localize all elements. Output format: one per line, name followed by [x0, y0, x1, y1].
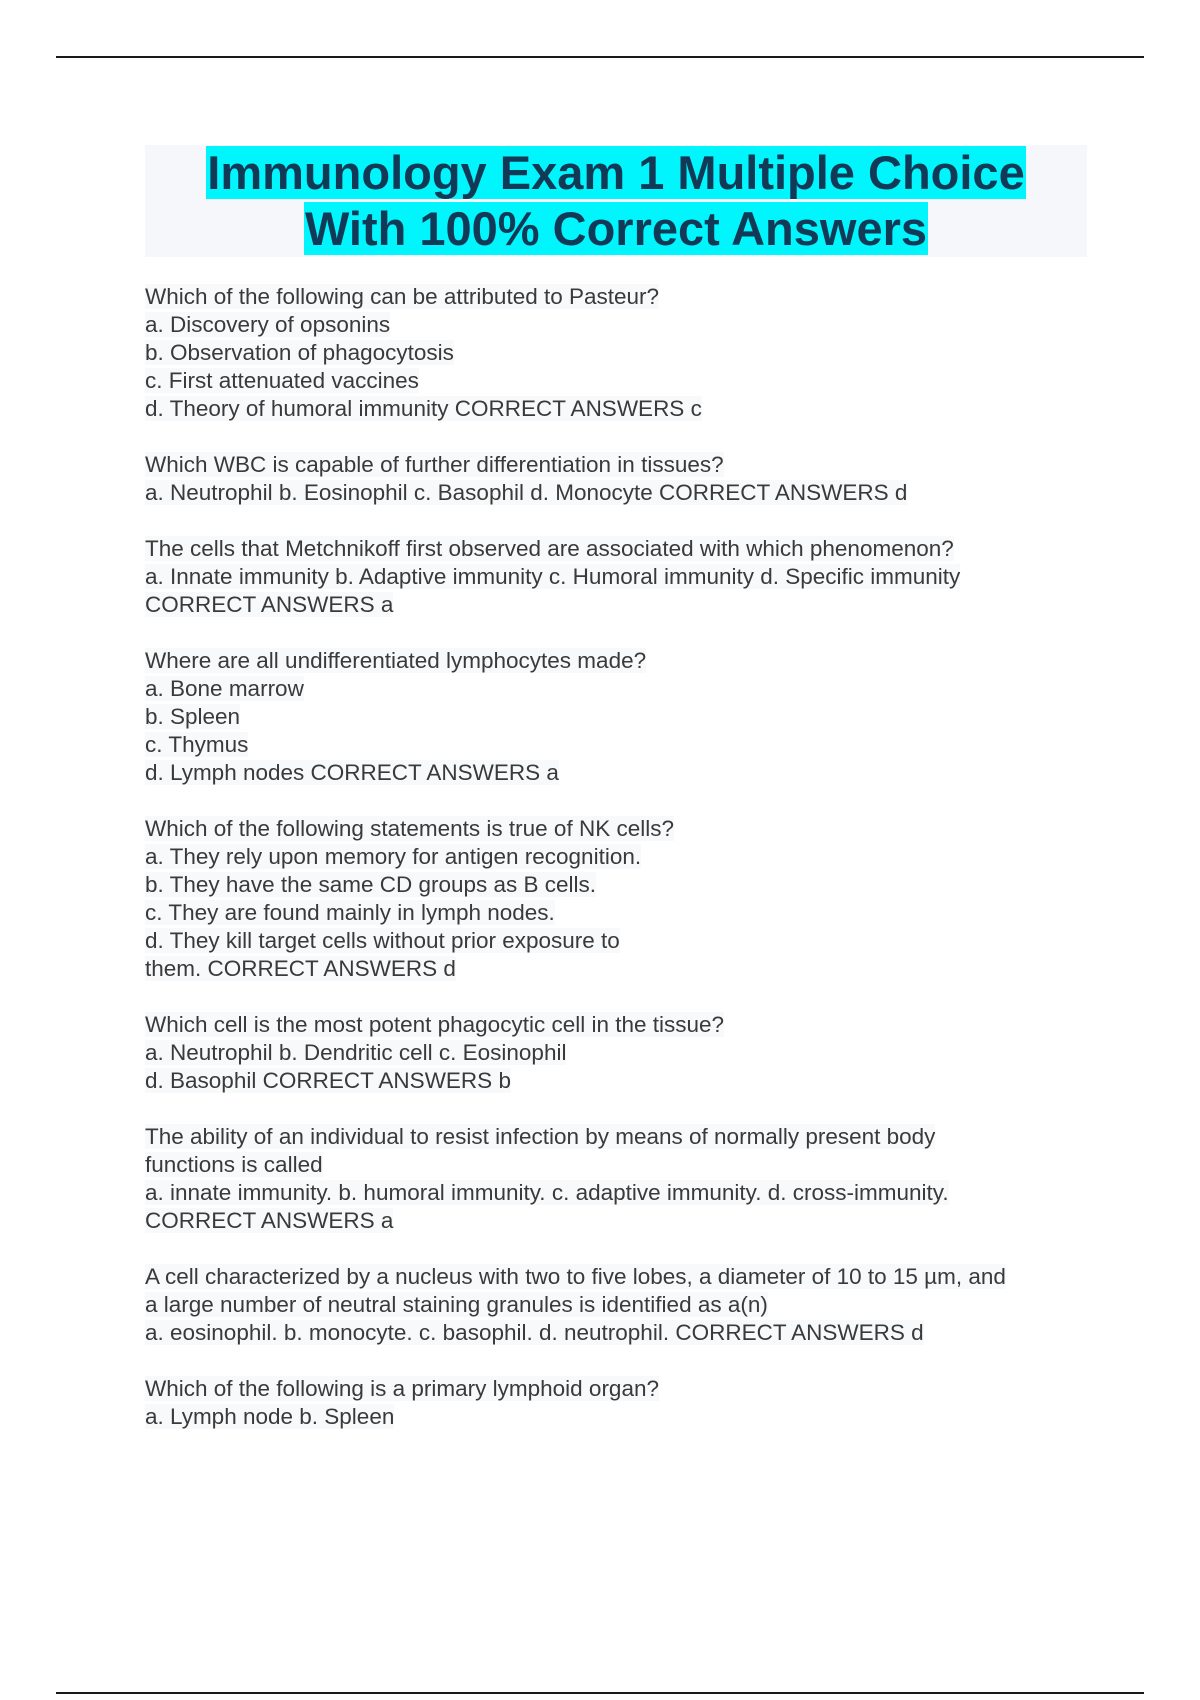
question-line: CORRECT ANSWERS a — [145, 1208, 394, 1233]
question-line: Which of the following can be attributed to Pasteur? — [145, 284, 660, 309]
question-line: a. Discovery of opsonins — [145, 312, 391, 337]
question-line: d. Lymph nodes CORRECT ANSWERS a — [145, 760, 559, 785]
question-line: CORRECT ANSWERS a — [145, 592, 394, 617]
question-line: a. They rely upon memory for antigen recognition. — [145, 844, 642, 869]
top-rule — [56, 56, 1144, 58]
question-line: A cell characterized by a nucleus with two to five lobes, a diameter of 10 to 15 µm, and — [145, 1264, 1006, 1289]
question-line: b. Observation of phagocytosis — [145, 340, 454, 365]
question-line: a large number of neutral staining granules is identified as a(n) — [145, 1292, 768, 1317]
question-line: The ability of an individual to resist infection by means of normally present body — [145, 1124, 936, 1149]
question-line: a. innate immunity. b. humoral immunity. c. adaptive immunity. d. cross-immunity. — [145, 1180, 949, 1205]
question-1 — [145, 283, 1095, 423]
question-line: functions is called — [145, 1152, 323, 1177]
question-line: c. First attenuated vaccines — [145, 368, 419, 393]
question-line: The cells that Metchnikoff first observed are associated with which phenomenon? — [145, 536, 954, 561]
title-line-2: With 100% Correct Answers — [304, 202, 928, 255]
question-2 — [145, 451, 1095, 507]
question-line: a. Neutrophil b. Dendritic cell c. Eosinophil — [145, 1040, 567, 1065]
question-5 — [145, 815, 1095, 983]
question-9 — [145, 1375, 1095, 1431]
question-line: a. eosinophil. b. monocyte. c. basophil. d. neutrophil. CORRECT ANSWERS d — [145, 1320, 924, 1345]
question-line: them. CORRECT ANSWERS d — [145, 956, 456, 981]
question-6 — [145, 1011, 1095, 1095]
question-list — [145, 283, 1095, 1459]
question-line: d. Theory of humoral immunity CORRECT ANSWERS c — [145, 396, 702, 421]
question-line: Where are all undifferentiated lymphocytes made? — [145, 648, 647, 673]
title-line-1: Immunology Exam 1 Multiple Choice — [207, 146, 1025, 199]
question-line: Which cell is the most potent phagocytic cell in the tissue? — [145, 1012, 725, 1037]
question-7 — [145, 1123, 1095, 1235]
question-line: a. Bone marrow — [145, 676, 304, 701]
question-line: a. Innate immunity b. Adaptive immunity c. Humoral immunity d. Specific immunity — [145, 564, 961, 589]
question-8 — [145, 1263, 1095, 1347]
bottom-rule — [56, 1692, 1144, 1694]
question-line: Which WBC is capable of further differentiation in tissues? — [145, 452, 724, 477]
question-line: b. They have the same CD groups as B cells. — [145, 872, 597, 897]
question-line: c. They are found mainly in lymph nodes. — [145, 900, 555, 925]
question-line: b. Spleen — [145, 704, 241, 729]
question-line: d. They kill target cells without prior exposure to — [145, 928, 620, 953]
question-4 — [145, 647, 1095, 787]
question-line: a. Neutrophil b. Eosinophil c. Basophil d. Monocyte CORRECT ANSWERS d — [145, 480, 908, 505]
document-title — [145, 145, 1087, 257]
question-3 — [145, 535, 1095, 619]
question-line: Which of the following is a primary lymphoid organ? — [145, 1376, 659, 1401]
question-line: d. Basophil CORRECT ANSWERS b — [145, 1068, 511, 1093]
question-line: a. Lymph node b. Spleen — [145, 1404, 395, 1429]
question-line: c. Thymus — [145, 732, 249, 757]
question-line: Which of the following statements is true of NK cells? — [145, 816, 674, 841]
